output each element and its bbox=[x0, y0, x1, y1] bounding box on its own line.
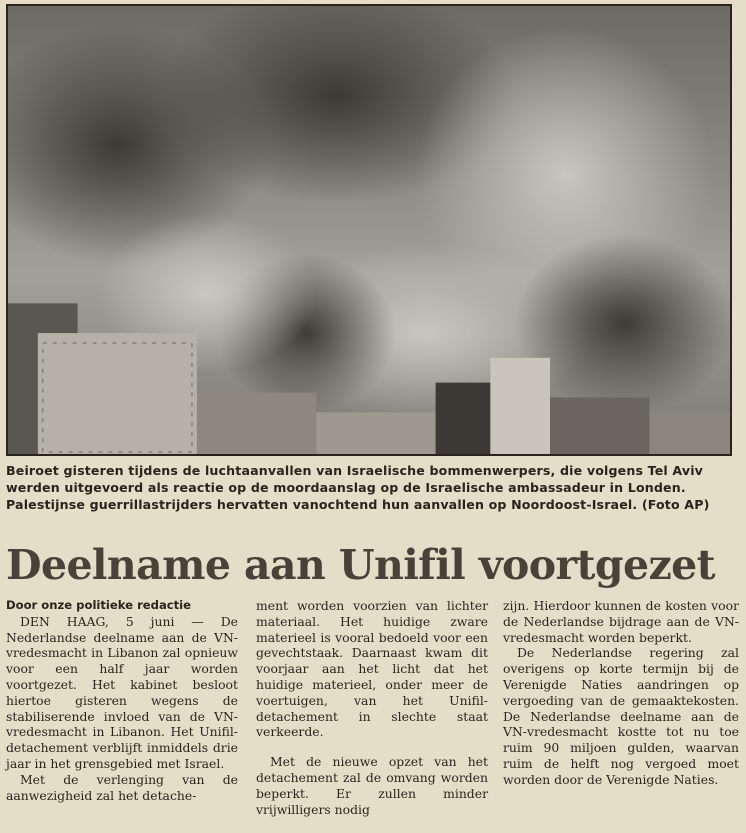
photo-icon bbox=[8, 6, 730, 454]
article-column-3 bbox=[503, 598, 739, 788]
paragraph: DEN HAAG, 5 juni — De Nederlandse deelname aan de VN-vredesmacht in Libanon zal opnieuw voor een half jaar worden voortgezet. Het kabinet besloot hiertoe gisteren wegens de stabiliserende invloed van de VN-vredesmacht in Libanon. Het Unifil-detachement verblijft inmiddels drie jaar in het grensgebied met Israel. bbox=[6, 613, 238, 771]
byline: Door onze politieke redactie bbox=[6, 598, 192, 612]
paragraph: Met de nieuwe opzet van het detachement zal de omvang worden beperkt. Er zullen minder vrijwilligers nodig bbox=[256, 754, 488, 817]
paragraph: ment worden voorzien van lichter materiaal. Het huidige zware materieel is vooral bedoeld voor een gevechtstaak. Daarnaast kwam dit voorjaar aan het licht dat het huidige materieel, onder meer de voertuigen, van het Unifil-detachement in slechte staat verkeerde. bbox=[256, 598, 488, 740]
paragraph: zijn. Hierdoor kunnen de kosten voor de Nederlandse bijdrage aan de VN-vredesmacht worden beperkt. bbox=[503, 598, 739, 645]
headline: Deelname aan Unifil voortgezet bbox=[6, 541, 715, 589]
paragraph: De Nederlandse regering zal overigens op korte termijn bij de Verenigde Naties aandringen op vergoeding van de gemaaktekosten. De Nederlandse deelname aan de VN-vredesmacht kostte tot nu toe ruim 90 miljoen gulden, waarvan ruim de helft nog vergoed moet worden door de Verenigde Naties. bbox=[503, 645, 739, 787]
article-column-2 bbox=[256, 598, 488, 817]
photo-caption: Beiroet gisteren tijdens de luchtaanvallen van Israelische bommenwerpers, die volgens Tel Aviv werden uitgevoerd als reactie op de moordaanslag op de Israelische ambassadeur in Londen. Palestijnse guerrillastrijders hervatten vanochtend hun aanvallen op Noordoost-Israel. (Foto AP) bbox=[6, 463, 710, 512]
news-photo bbox=[6, 4, 732, 456]
paragraph: Met de verlenging van de aanwezigheid zal het detache- bbox=[6, 771, 238, 803]
article-column-1 bbox=[6, 598, 238, 803]
